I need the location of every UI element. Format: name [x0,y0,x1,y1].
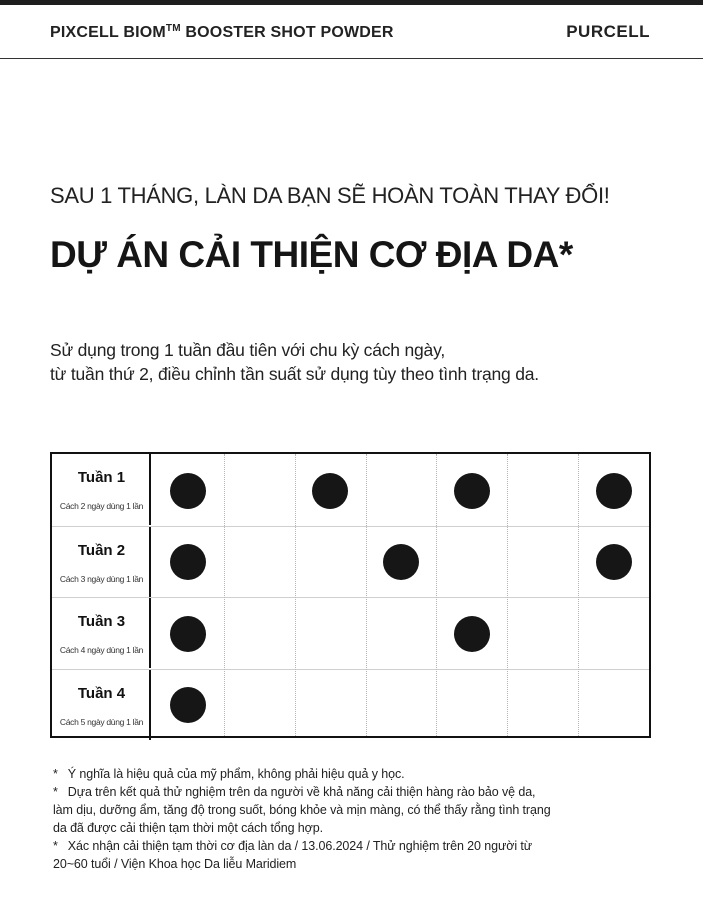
footnote-1: * Ý nghĩa là hiệu quả của mỹ phẩm, không phải hiệu quả y học. [53,767,405,781]
table-row-week-1 [52,454,649,525]
footnote-2: * Dựa trên kết quả thử nghiệm trên da người về khả năng cải thiện hàng rào bảo vệ da, [53,785,536,799]
table-row-week-3 [52,597,649,668]
footnote-2-cont: da đã được cải thiện tạm thời một cách tổng hợp. [53,821,323,835]
usage-dot [454,473,490,509]
week-label: Tuần 2 [77,541,126,559]
day-divider [366,454,367,736]
footnote-3-cont: 20~60 tuổi / Viện Khoa học Da liễu Maridiem [53,857,297,871]
day-divider [224,454,225,736]
week-label: Tuần 1 [77,469,126,486]
week-label-cell [52,598,151,668]
week-frequency: Cách 4 ngày dùng 1 lần [59,645,144,655]
footnote-3: * Xác nhận cải thiện tạm thời cơ địa làn da / 13.06.2024 / Thử nghiệm trên 20 người từ [53,839,533,853]
day-divider [436,454,437,736]
footnotes [53,765,551,873]
intro-text [50,338,539,386]
usage-dot [596,473,632,509]
usage-dot [383,544,419,580]
usage-schedule-table [50,452,651,738]
usage-dot [454,616,490,652]
usage-dot [170,616,206,652]
subtitle: SAU 1 THÁNG, LÀN DA BẠN SẼ HOÀN TOÀN THAY ĐỔI! [50,183,610,208]
table-row-week-4 [52,669,649,740]
intro-line-2: từ tuần thứ 2, điều chỉnh tần suất sử dụng tùy theo tình trạng da. [50,364,539,384]
week-label: Tuần 3 [77,613,126,630]
header [0,5,703,59]
week-frequency: Cách 2 ngày dùng 1 lần [59,501,144,511]
intro-line-1: Sử dụng trong 1 tuần đầu tiên với chu kỳ cách ngày, [50,340,446,360]
page-title: DỰ ÁN CẢI THIỆN CƠ ĐỊA DA* [50,234,573,275]
week-frequency: Cách 3 ngày dùng 1 lần [59,573,144,584]
footnote-2-cont: làm dịu, dưỡng ẩm, tăng độ trong suốt, bóng khỏe và mịn màng, có thể thấy rằng tình trạng [53,803,551,817]
usage-dot [596,544,632,580]
day-divider [507,454,508,736]
week-label-cell [52,454,151,525]
week-frequency: Cách 5 ngày dùng 1 lần [59,716,144,727]
week-label-cell [52,527,151,597]
day-divider [578,454,579,736]
week-label: Tuần 4 [77,684,126,702]
usage-dot [170,473,206,509]
usage-dot [312,473,348,509]
product-name: PIXCELL BIOM™ BOOSTER SHOT POWDER [50,23,394,41]
week-label-cell [52,670,151,740]
table-row-week-2 [52,526,649,597]
brand-logo: PURCELL [566,22,650,41]
day-divider [295,454,296,736]
